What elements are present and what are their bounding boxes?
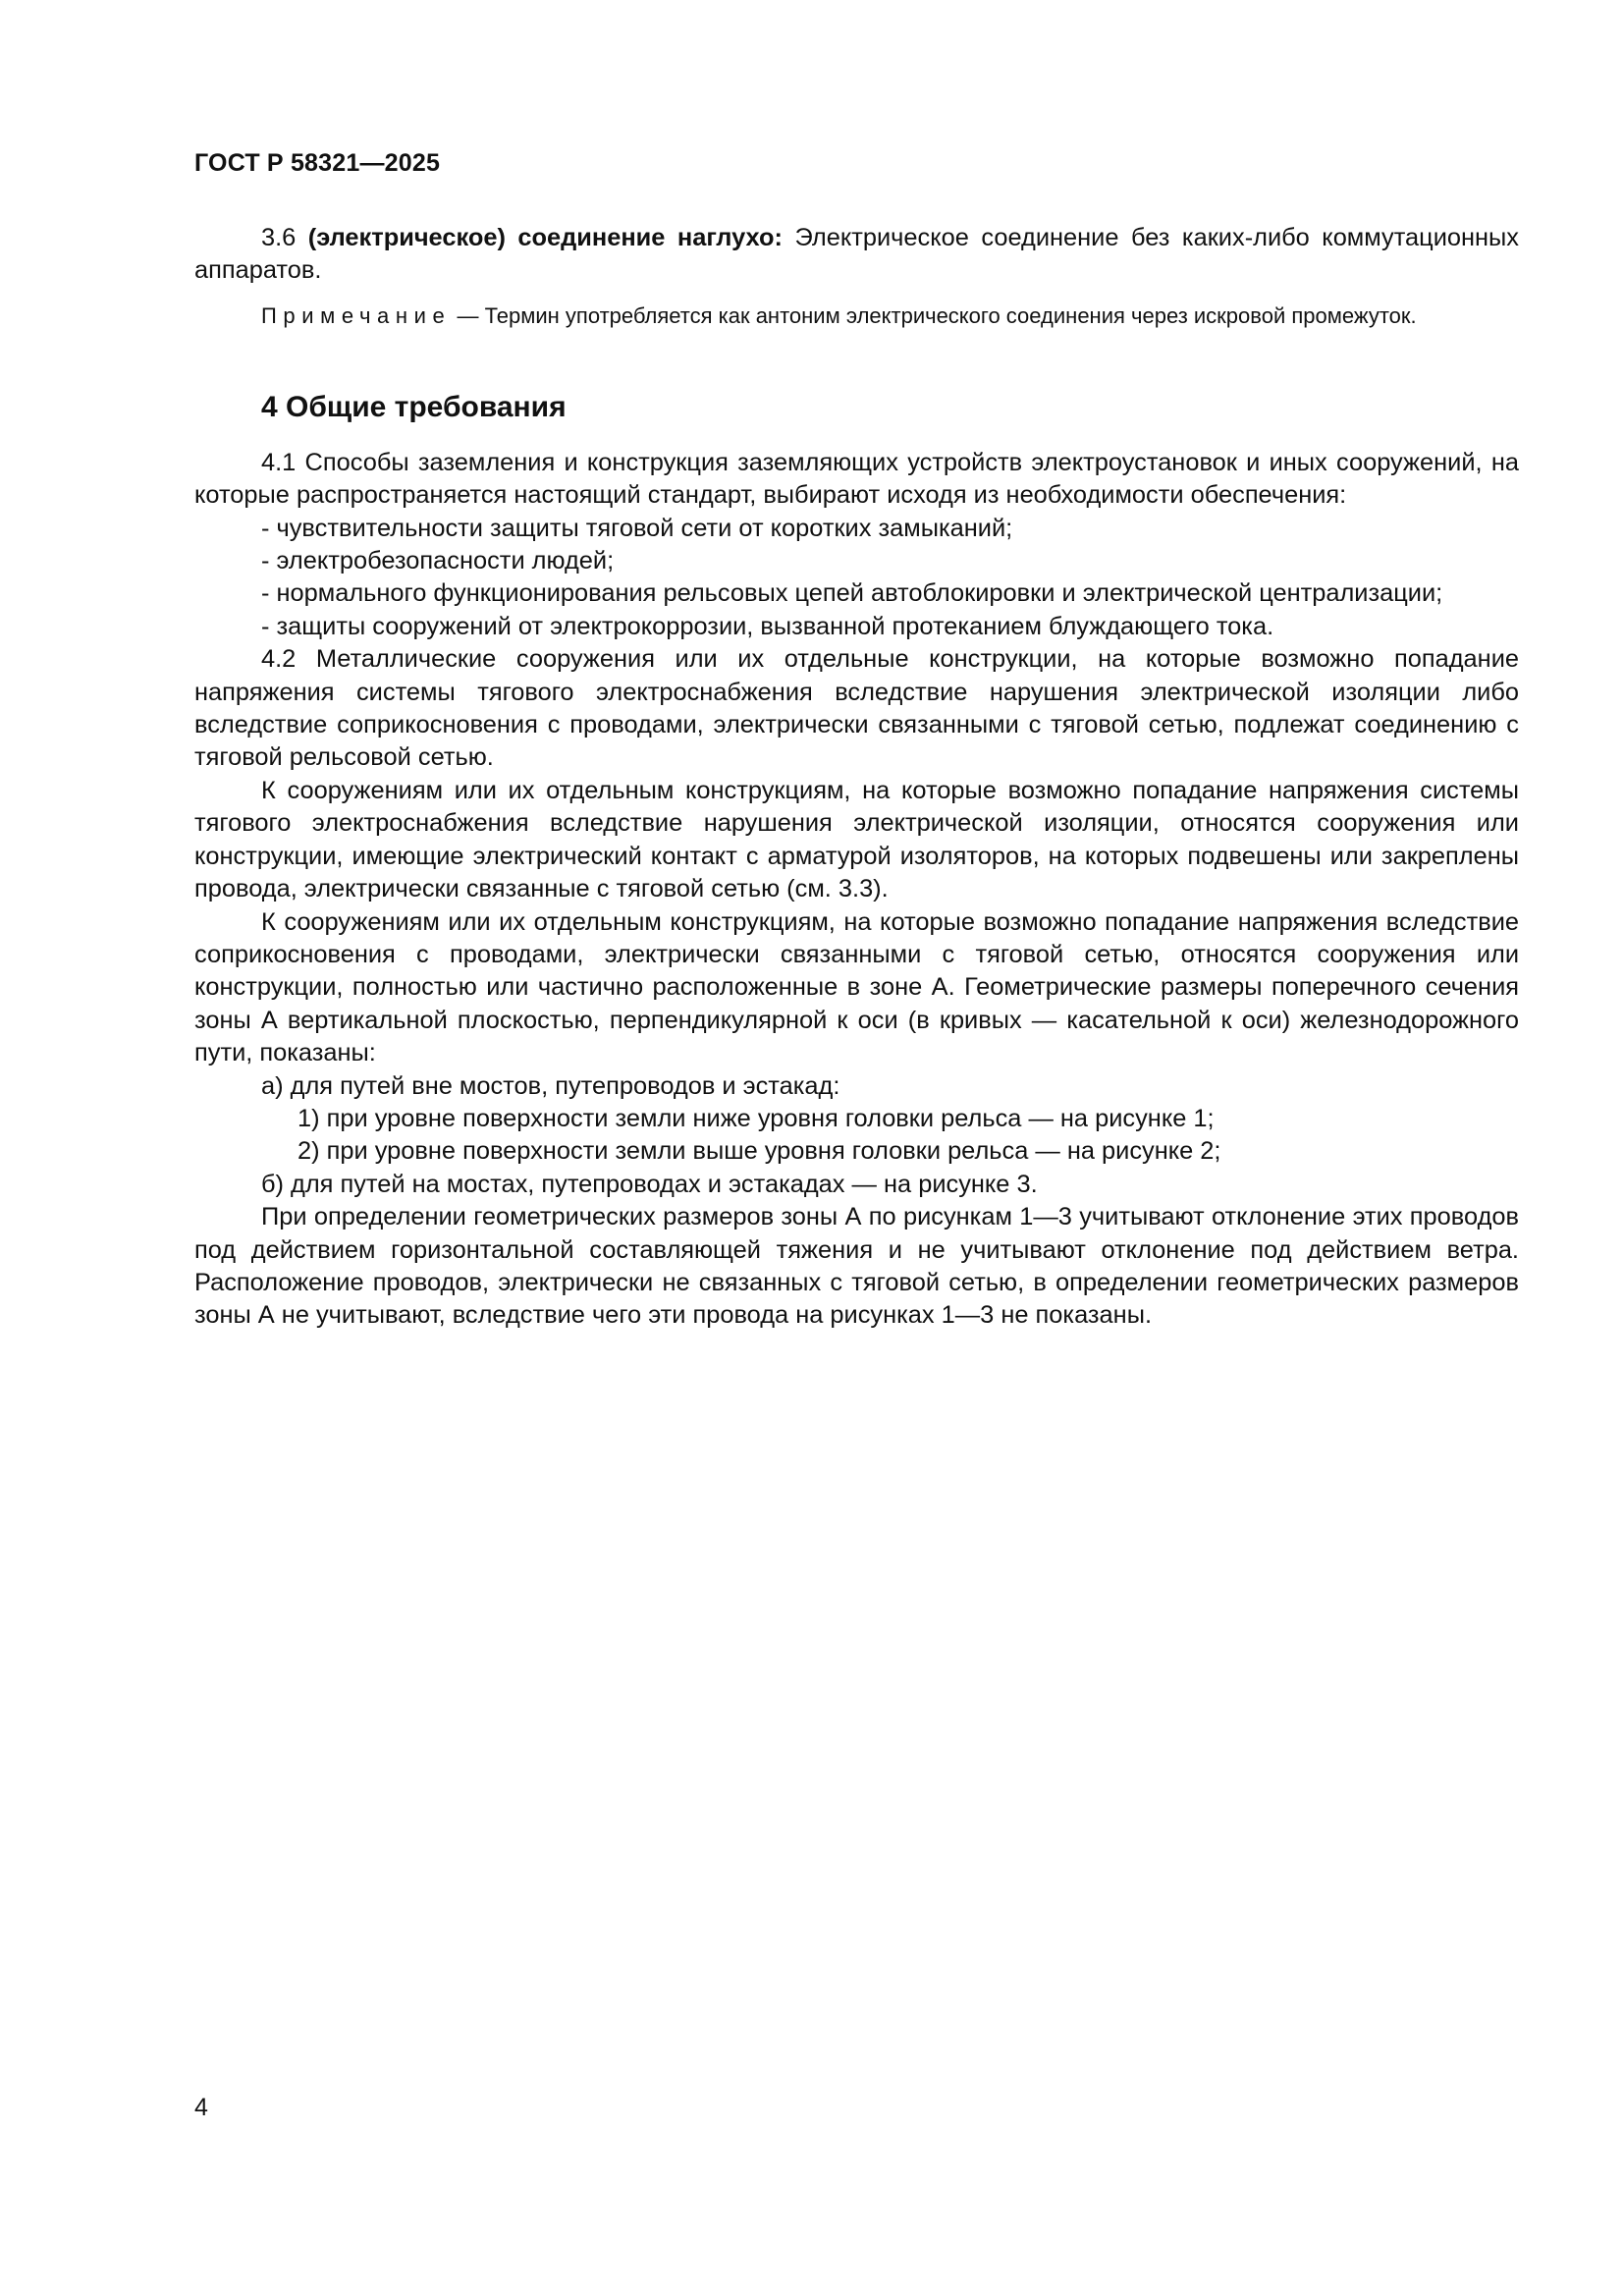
term-3-6 bbox=[194, 222, 1519, 288]
paragraph-4-2-insulation: К сооружениям или их отдельным конструкциям, на которые возможно попадание напряжения системы тягового электроснабжения вследствие нарушения электрической изоляции, относятся сооружения или конструкции, имеющие электрический контакт с арматурой изоляторов, на которых подвешены или закреплены провода, электрически связанные с тяговой сетью (см. 3.3). bbox=[194, 776, 1519, 903]
paragraph-4-2-contact: К сооружениям или их отдельным конструкциям, на которые возможно попадание напряжения вследствие соприкосновения с проводами, электрически связанными с тяговой сетью, относятся сооружения или конструкции, полностью или частично расположенные в зоне А. Геометрические размеры поперечного сечения зоны А вертикальной плоскостью, перпендикулярной к оси (в кривых — касательной к оси) железнодорожного пути, показаны: bbox=[194, 907, 1519, 1067]
document-code-header: ГОСТ Р 58321—2025 bbox=[194, 149, 441, 177]
term-name: (электрическое) соединение наглухо: bbox=[307, 224, 783, 251]
page-content bbox=[194, 222, 1519, 1333]
term-definition: Электрическое соединение без каких-либо коммутационных аппаратов. bbox=[194, 224, 1520, 285]
list-item-b: б) для путей на мостах, путепроводах и эстакадах — на рисунке 3. bbox=[261, 1170, 1038, 1198]
list-item-a-2: 2) при уровне поверхности земли выше уровня головки рельса — на рисунке 2; bbox=[298, 1137, 1221, 1166]
list-item: - электробезопасности людей; bbox=[261, 547, 615, 575]
list-item: - нормального функционирования рельсовых цепей автоблокировки и электрической централизации; bbox=[261, 579, 1443, 608]
paragraph-4-2-zone-a: При определении геометрических размеров зоны А по рисункам 1—3 учитывают отклонение этих проводов под действием горизонтальной составляющей тяжения и не учитывают отклонение под действием ветра. Расположение проводов, электрически не связанных с тяговой сетью, в определении геометрических размеров зоны А не учитывают, вследствие чего эти провода на рисунках 1—3 не показаны. bbox=[194, 1203, 1519, 1330]
list-item-a-1: 1) при уровне поверхности земли ниже уровня головки рельса — на рисунке 1; bbox=[298, 1104, 1215, 1132]
term-number: 3.6 bbox=[261, 224, 297, 251]
paragraph-4-1: 4.1 Способы заземления и конструкция заземляющих устройств электроустановок и иных сооружений, на которые распространяется настоящий стандарт, выбирают исходя из необходимости обеспечения: bbox=[194, 448, 1519, 510]
section-title: 4 Общие требования bbox=[261, 390, 567, 423]
paragraph-4-2: 4.2 Металлические сооружения или их отдельные конструкции, на которые возможно попадание напряжения системы тягового электроснабжения вследствие нарушения электрической изоляции либо вследствие соприкосновения с проводами, электрически связанными с тяговой сетью, подлежат соединению с тяговой рельсовой сетью. bbox=[194, 645, 1519, 772]
page-number: 4 bbox=[194, 2094, 208, 2121]
note-text: — Термин употребляется как антоним электрического соединения через искровой промежуток. bbox=[457, 302, 1417, 328]
note-3-6 bbox=[194, 301, 1519, 331]
list-item: - защиты сооружений от электрокоррозии, вызванной протеканием блуждающего тока. bbox=[261, 612, 1274, 640]
note-label: Примечание bbox=[261, 302, 452, 328]
list-item-a: а) для путей вне мостов, путепроводов и эстакад: bbox=[261, 1071, 840, 1100]
list-item: - чувствительности защиты тяговой сети от коротких замыканий; bbox=[261, 514, 1013, 542]
